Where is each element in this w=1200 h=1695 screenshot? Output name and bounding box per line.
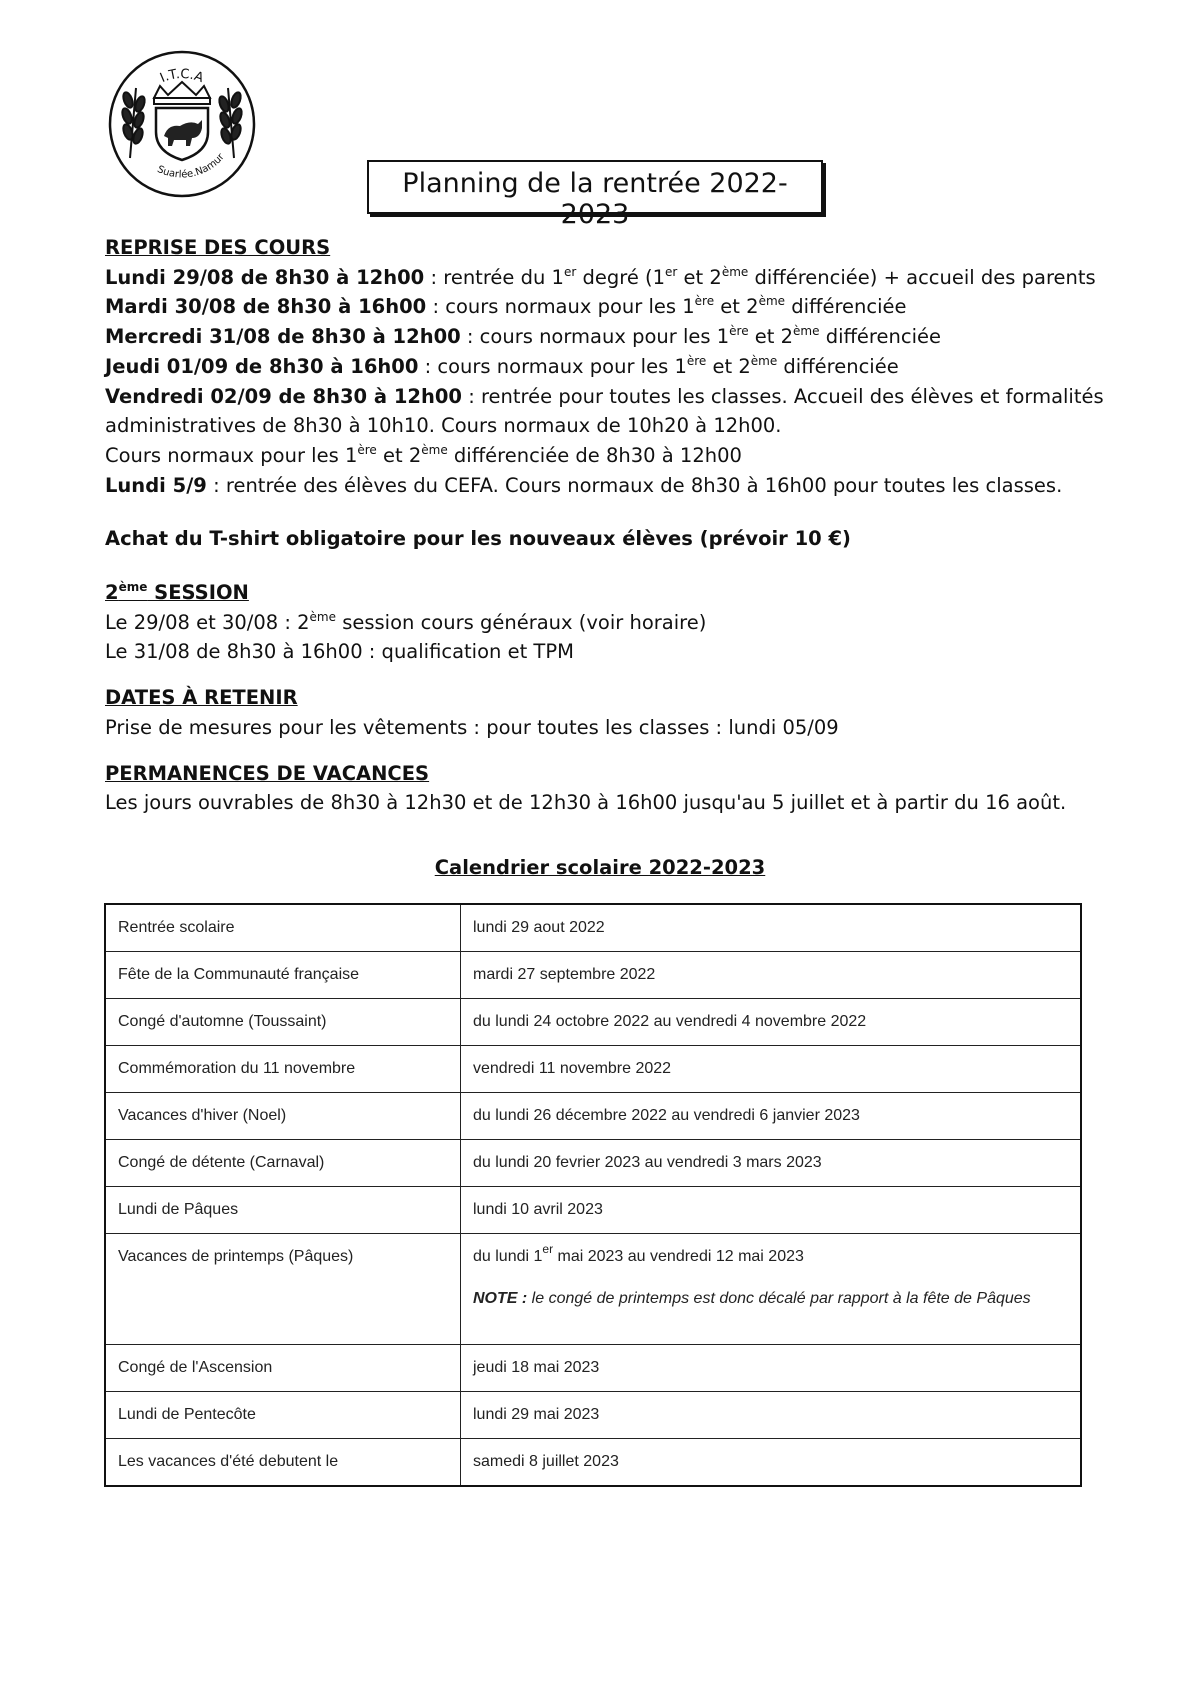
- session-line-1: Le 29/08 et 30/08 : 2ème session cours généraux (voir horaire): [105, 609, 707, 634]
- row-label: Rentrée scolaire: [105, 904, 461, 952]
- spring-note: NOTE : le congé de printemps est donc décalé par rapport à la fête de Pâques: [473, 1290, 1031, 1307]
- row-label: Lundi de Pâques: [105, 1187, 461, 1234]
- table-row: [105, 1140, 1081, 1187]
- row-label: Lundi de Pentecôte: [105, 1392, 461, 1439]
- row-label: Congé de détente (Carnaval): [105, 1140, 461, 1187]
- table-row: [105, 1345, 1081, 1392]
- row-label: Congé de l'Ascension: [105, 1345, 461, 1392]
- row-value: vendredi 11 novembre 2022: [461, 1046, 1082, 1093]
- table-row: [105, 1234, 1081, 1345]
- row-label: Congé d'automne (Toussaint): [105, 999, 461, 1046]
- dates-heading: DATES À RETENIR: [105, 686, 298, 710]
- row-value: lundi 29 aout 2022: [461, 904, 1082, 952]
- table-row: [105, 1439, 1081, 1487]
- dates-line-1: Prise de mesures pour les vêtements : pour toutes les classes : lundi 05/09: [105, 715, 839, 739]
- school-logo: [106, 48, 258, 200]
- permanences-line-1: Les jours ouvrables de 8h30 à 12h30 et de 12h30 à 16h00 jusqu'au 5 juillet et à partir du 16 août.: [105, 791, 1067, 815]
- table-row: [105, 1046, 1081, 1093]
- row-label: Commémoration du 11 novembre: [105, 1046, 461, 1093]
- table-row: [105, 904, 1081, 952]
- row-value: du lundi 24 octobre 2022 au vendredi 4 novembre 2022: [461, 999, 1082, 1046]
- reprise-line-4: Jeudi 01/09 de 8h30 à 16h00 : cours normaux pour les 1ère et 2ème différenciée: [105, 353, 899, 378]
- reprise-line-2: Mardi 30/08 de 8h30 à 16h00 : cours normaux pour les 1ère et 2ème différenciée: [105, 294, 907, 319]
- table-row: [105, 1392, 1081, 1439]
- row-value: [461, 1234, 1082, 1345]
- page-title: Planning de la rentrée 2022-2023: [402, 168, 788, 230]
- row-label: Fête de la Communauté française: [105, 952, 461, 999]
- row-value: samedi 8 juillet 2023: [461, 1439, 1082, 1487]
- title-box: [367, 160, 823, 230]
- reprise-line-6: Cours normaux pour les 1ère et 2ème différenciée de 8h30 à 12h00: [105, 442, 742, 467]
- row-value: du lundi 20 fevrier 2023 au vendredi 3 mars 2023: [461, 1140, 1082, 1187]
- reprise-line-7: Lundi 5/9 : rentrée des élèves du CEFA. Cours normaux de 8h30 à 16h00 pour toutes les classes.: [105, 473, 1063, 497]
- row-value: lundi 10 avril 2023: [461, 1187, 1082, 1234]
- table-row: [105, 952, 1081, 999]
- table-row: [105, 1093, 1081, 1140]
- permanences-heading: PERMANENCES DE VACANCES: [105, 761, 430, 785]
- session-heading: 2ème SESSION: [105, 580, 249, 605]
- row-value: mardi 27 septembre 2022: [461, 952, 1082, 999]
- table-row: [105, 1187, 1081, 1234]
- reprise-line-1: Lundi 29/08 de 8h30 à 12h00 : rentrée du 1er degré (1er et 2ème différenciée) + accueil des parents: [105, 264, 1096, 289]
- row-label: Les vacances d'été debutent le: [105, 1439, 461, 1487]
- reprise-heading: REPRISE DES COURS: [105, 236, 331, 259]
- session-line-2: Le 31/08 de 8h30 à 16h00 : qualification et TPM: [105, 640, 574, 664]
- row-label: Vacances de printemps (Pâques): [105, 1234, 461, 1345]
- document-body: [105, 233, 1105, 818]
- school-seal-icon: [106, 48, 258, 200]
- row-value: lundi 29 mai 2023: [461, 1392, 1082, 1439]
- reprise-line-3: Mercredi 31/08 de 8h30 à 12h00 : cours normaux pour les 1ère et 2ème différenciée: [105, 324, 942, 349]
- reprise-line-5: Vendredi 02/09 de 8h30 à 12h00 : rentrée pour toutes les classes. Accueil des élèves et formalités administratives de 8h30 à 10h10. Cours normaux de 10h20 à 12h00.: [105, 384, 1104, 438]
- logo-bottom-text: Suarlée.Namur: [155, 151, 227, 181]
- logo-top-text: I.T.C.A: [158, 66, 206, 87]
- spring-dates: du lundi 1er mai 2023 au vendredi 12 mai 2023: [473, 1242, 804, 1265]
- row-value: jeudi 18 mai 2023: [461, 1345, 1082, 1392]
- row-label: Vacances d'hiver (Noel): [105, 1093, 461, 1140]
- calendar-table: [104, 903, 1082, 1487]
- table-row: [105, 999, 1081, 1046]
- calendar-title: Calendrier scolaire 2022-2023: [434, 856, 766, 879]
- row-value: du lundi 26 décembre 2022 au vendredi 6 janvier 2023: [461, 1093, 1082, 1140]
- tshirt-notice: Achat du T-shirt obligatoire pour les nouveaux élèves (prévoir 10 €): [105, 527, 851, 551]
